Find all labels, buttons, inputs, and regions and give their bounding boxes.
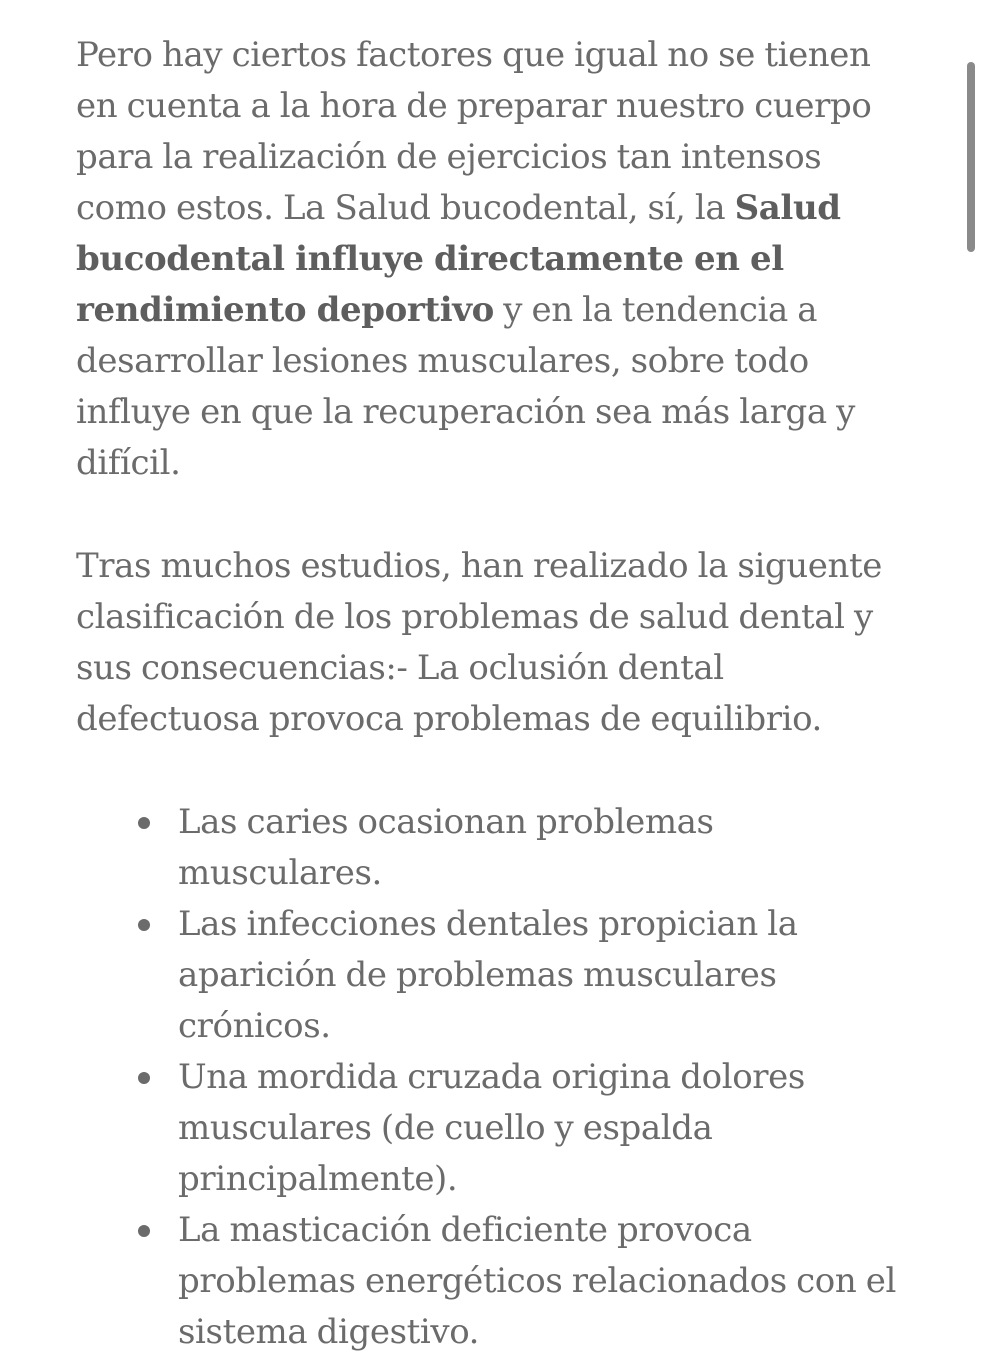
bullet-icon	[138, 1072, 150, 1084]
list-item	[76, 797, 916, 899]
list-item-text: Una mordida cruzada origina dolores musculares (de cuello y espalda principalmente).	[178, 1057, 805, 1199]
list-item	[76, 1205, 916, 1358]
bullet-icon	[138, 817, 150, 829]
list-item	[76, 1052, 916, 1205]
list-item	[76, 899, 916, 1052]
bullet-icon	[138, 1225, 150, 1237]
article-body	[76, 30, 916, 1358]
paragraph-intro	[76, 30, 916, 489]
list-item-text: La masticación deficiente provoca problemas energéticos relacionados con el sistema digestivo.	[178, 1210, 896, 1352]
paragraph-intro-text-end: y en la tendencia a desarrollar lesiones musculares, sobre todo influye en que la recuperación sea más larga y difícil.	[76, 290, 855, 483]
list-item-text: Las infecciones dentales propician la aparición de problemas musculares crónicos.	[178, 904, 798, 1046]
consequences-list	[76, 797, 916, 1358]
paragraph-intro-bold: Salud bucodental influye directamente en el rendimiento deportivo	[76, 188, 841, 330]
bullet-icon	[138, 919, 150, 931]
list-item-text: Las caries ocasionan problemas musculares.	[178, 802, 714, 893]
scrollbar-thumb[interactable]	[967, 62, 975, 252]
paragraph-classification: Tras muchos estudios, han realizado la siguente clasificación de los problemas de salud dental y sus consecuencias:- La oclusión dental defectuosa provoca problemas de equilibrio.	[76, 546, 882, 739]
paragraph-intro-text: Pero hay ciertos factores que igual no se tienen en cuenta a la hora de preparar nuestro cuerpo para la realización de ejercicios tan intensos como estos. La Salud bucodental, sí, la	[76, 35, 872, 228]
